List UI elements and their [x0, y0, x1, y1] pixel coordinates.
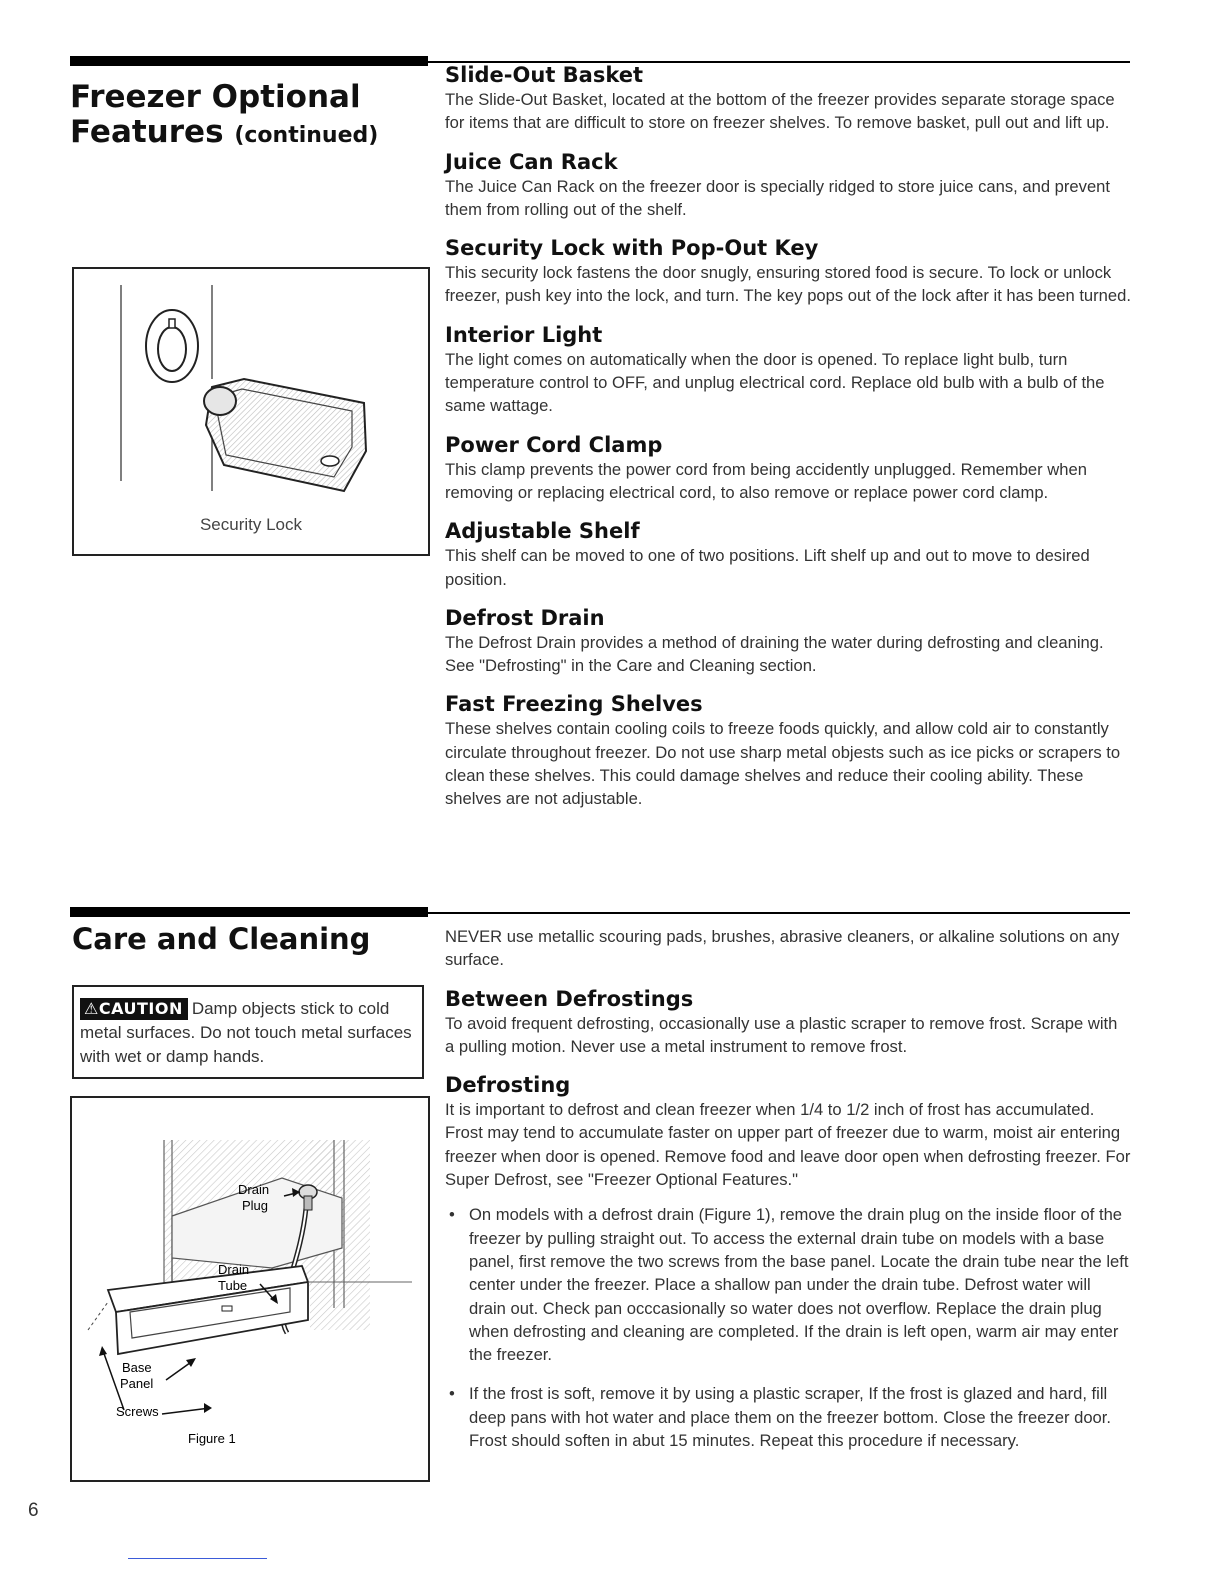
feature-fast-freezing-shelves [445, 691, 1131, 810]
feature-body: This security lock fastens the door snugly, ensuring stored food is secure. To lock or unlock freezer, push key into the lock, and turn. The key pops out of the lock after it has been turned. [445, 263, 1131, 306]
care-section-title: Care and Cleaning [72, 922, 371, 956]
freezer-title-line1: Freezer Optional [70, 79, 361, 115]
feature-title: Defrost Drain [445, 605, 605, 630]
list-item [445, 1203, 1131, 1366]
bullet-icon: • [449, 1384, 455, 1404]
feature-defrost-drain [445, 605, 1131, 678]
between-defrostings-title: Between Defrostings [445, 986, 694, 1011]
feature-title: Adjustable Shelf [445, 519, 640, 544]
feature-juice-can-rack [445, 149, 1131, 222]
care-column [445, 925, 1131, 1468]
feature-security-lock [445, 235, 1131, 308]
security-lock-caption: Security Lock [199, 515, 303, 534]
feature-title: Fast Freezing Shelves [445, 692, 703, 717]
defrosting-body: It is important to defrost and clean freezer when 1/4 to 1/2 inch of frost has accumulated. Frost may tend to accumulate faster on upper part of freezer due to warm, moist air entering freezer when door is opened. Remove food and leave door open when defrosting freezer. For Super Defrost, see "Freezer Optional Features." [445, 1100, 1131, 1190]
between-defrostings [445, 986, 1131, 1059]
between-defrostings-body: To avoid frequent defrosting, occasionally use a plastic scraper to remove frost. Scrape with a pulling motion. Never use a metal instrument to remove frost. [445, 1013, 1118, 1056]
bullet-icon: • [449, 1205, 455, 1225]
feature-body: The light comes on automatically when the door is opened. To replace light bulb, turn temperature control to OFF, and unplug electrical cord. Replace old bulb with a bulb of the same wattage. [445, 349, 1105, 416]
feature-title: Power Cord Clamp [445, 432, 663, 457]
bullet-text: If the frost is soft, remove it by using a plastic scraper, If the frost is glazed and hard, fill deep pans with hot water and place them on the freezer bottom. Close the freezer door. Frost should soften in abut 15 minutes. Repeat this procedure if necessary. [469, 1384, 1112, 1451]
feature-interior-light [445, 322, 1131, 418]
freezer-section-title [70, 80, 378, 149]
screws-label: Screws [116, 1404, 159, 1419]
figure-1 [70, 1096, 430, 1482]
freezer-title-line2: Features [70, 113, 224, 150]
feature-body: These shelves contain cooling coils to freeze foods quickly, and allow cold air to constantly circulate throughout freezer. Do not use sharp metal objests such as ice picks or scrapers to clean these shelves. This could damage shelves and reduce their cooling ability. These shelves are not adjustable. [445, 719, 1121, 809]
drain-tube-label-1: Drain [218, 1262, 250, 1277]
page-number: 6 [28, 1500, 39, 1521]
drain-tube-label-2: Tube [218, 1278, 248, 1293]
freezer-title-suffix: (continued) [234, 122, 379, 148]
feature-body: The Juice Can Rack on the freezer door is specially ridged to store juice cans, and prevent them from rolling out of the shelf. [445, 176, 1111, 219]
defrosting [445, 1072, 1131, 1452]
base-panel-label-2: Panel [120, 1376, 154, 1391]
feature-body: The Defrost Drain provides a method of draining the water during defrosting and cleaning. See "Defrosting" in the Care and Cleaning section. [445, 632, 1104, 676]
caution-badge [80, 998, 188, 1020]
figure-1-illustration [72, 1098, 428, 1480]
feature-adjustable-shelf [445, 518, 1131, 591]
caution-text: Damp objects stick to cold metal surfaces. Do not touch metal surfaces with wet or damp hands. [80, 999, 412, 1066]
care-rule-thick [70, 907, 428, 917]
security-lock-illustration [74, 269, 428, 554]
feature-title: Interior Light [445, 322, 603, 347]
defrosting-bullets [445, 1203, 1131, 1452]
feature-slide-out-basket [445, 62, 1131, 135]
caution-box [72, 985, 424, 1079]
bullet-text: On models with a defrost drain (Figure 1), remove the drain plug on the inside floor of the freezer by pulling straight out. To access the external drain tube on models with a base panel, first remove the two screws from the base panel. Locate the drain tube near the left center under the freezer. Place a shallow pan under the drain tube. Defrost water will drain out. Check pan occcasionally so water does not overflow. Replace the drain plug when defrosting and cleaning are completed. If the drain is left open, warm air may enter the freezer. [469, 1205, 1129, 1365]
feature-title: Slide-Out Basket [445, 63, 644, 87]
defrosting-title: Defrosting [445, 1073, 571, 1098]
caution-label: CAUTION [98, 999, 183, 1018]
feature-body: This shelf can be moved to one of two positions. Lift shelf up and out to move to desired position. [445, 546, 1090, 589]
feature-power-cord-clamp [445, 432, 1131, 505]
feature-body: The Slide-Out Basket, located at the bottom of the freezer provides separate storage space for items that are difficult to store on freezer shelves. To remove basket, pull out and lift up. [445, 90, 1115, 133]
feature-body: This clamp prevents the power cord from being accidently unplugged. Remember when removing or replacing electrical cord, to also remove or replace power cord clamp. [445, 459, 1087, 502]
feature-title: Juice Can Rack [445, 149, 618, 174]
care-rule-thin [428, 912, 1130, 914]
section-rule-thick-top [70, 56, 428, 66]
care-intro: NEVER use metallic scouring pads, brushes, abrasive cleaners, or alkaline solutions on any surface. [445, 927, 1120, 970]
security-lock-figure [72, 267, 430, 556]
base-panel-label-1: Base [122, 1360, 152, 1375]
list-item [445, 1382, 1131, 1452]
feature-title: Security Lock with Pop-Out Key [445, 236, 819, 261]
figure-1-caption: Figure 1 [188, 1431, 236, 1446]
drain-plug-label-2: Plug [242, 1198, 269, 1213]
warning-triangle-icon: ⚠ [84, 999, 99, 1018]
features-column [445, 62, 1131, 825]
drain-plug-label-1: Drain [238, 1182, 270, 1197]
bottom-underline [128, 1558, 267, 1559]
